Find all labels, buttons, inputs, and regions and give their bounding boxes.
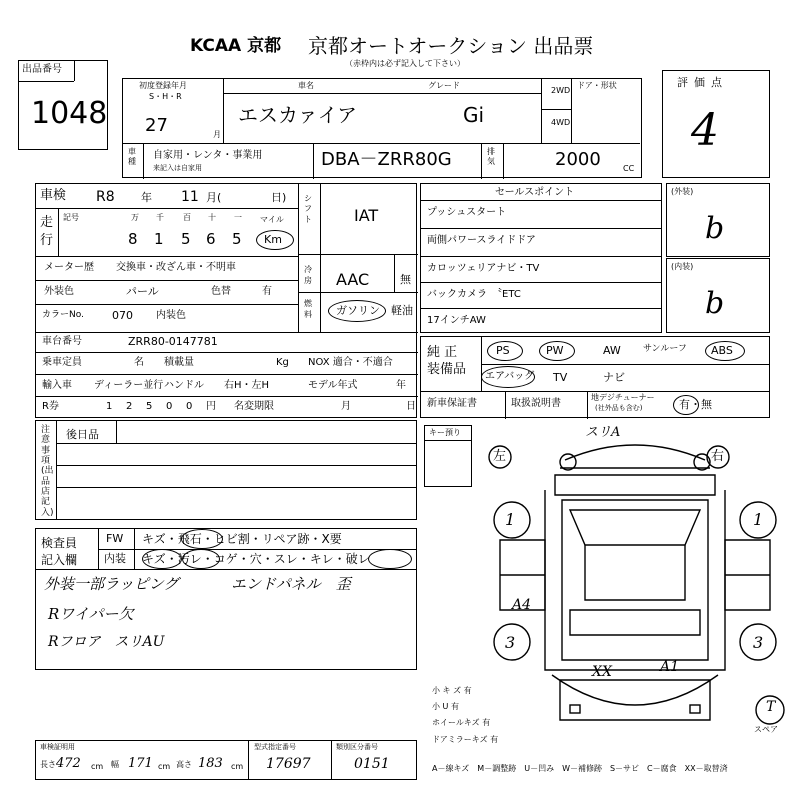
dim-unit: cm — [158, 762, 171, 771]
damage-mark: 1 — [753, 510, 764, 529]
equip-sunroof: サンルーフ — [643, 344, 687, 354]
legend-item: ホイールキズ 有 — [432, 718, 491, 727]
damage-mark: スリA — [585, 425, 621, 440]
inspection-year-unit: 年 — [141, 191, 152, 204]
page-title: 京都オートオークション 出品票 — [308, 34, 594, 58]
width-label: 幅 — [111, 760, 119, 769]
interior-label: 内装 — [104, 552, 126, 565]
digital-tuner: 地デジチューナー — [591, 393, 655, 402]
fuel-label: 燃料 — [304, 299, 312, 320]
stain-circle — [182, 549, 220, 569]
notes-label: 注意事項(出品店記入) — [41, 425, 54, 518]
equip-pw: PW — [546, 344, 564, 357]
recycle-digit: 5 — [146, 401, 153, 412]
mileage-label: 走行 — [40, 215, 54, 249]
shift-value: IAT — [354, 206, 379, 225]
equip-aw: AW — [603, 344, 621, 357]
key-label: キー預り — [429, 428, 461, 437]
mileage-digit: 8 — [128, 230, 138, 248]
load-label: 積載量 — [164, 357, 194, 368]
remark: エンドパネル 歪 — [231, 575, 351, 593]
import-dealer: ディーラー並行 — [94, 380, 164, 391]
unit-hyaku: 百 — [183, 213, 191, 222]
height: 183 — [198, 756, 223, 771]
mileage-unit-label: 記号 — [63, 213, 79, 222]
damage-mark: XX — [592, 664, 612, 680]
repaint-label: 色替 — [211, 286, 231, 297]
recycle-digit: 1 — [106, 401, 113, 412]
equip-ps: PS — [496, 344, 510, 357]
cc-unit: CC — [623, 164, 635, 173]
damage-mark: 3 — [753, 633, 764, 652]
reg-label: 初度登録年月 — [139, 81, 187, 90]
recycle-digit: 0 — [186, 401, 193, 412]
interior-grade-label: (内装) — [671, 262, 694, 271]
mileage-digit: 5 — [181, 230, 191, 248]
later-day-label: 後日品 — [66, 428, 99, 441]
length-label: 長さ — [40, 760, 56, 769]
mileage-digit: 6 — [206, 230, 216, 248]
interior-color-label: 内装色 — [156, 310, 186, 321]
repaint-value: 有 — [262, 286, 272, 297]
rating-label: 評価点 — [677, 76, 728, 89]
nox: NOX 適合・不適合 — [308, 357, 393, 368]
transfer-month: 月 — [341, 401, 351, 412]
usage-note: 来記入は自家用 — [153, 164, 202, 172]
inspection-label: 車検 — [40, 188, 67, 203]
remark: 外装一部ラッピング — [44, 575, 179, 593]
car-name: エスカァイア — [238, 103, 357, 127]
damage-mark: 1 — [505, 510, 516, 529]
drive-4wd: 4WD — [551, 118, 571, 127]
capacity-label: 乗車定員 — [42, 357, 82, 368]
damage-codes-legend: A－線キズ M－調整跡 U－凹み W－補修跡 S－サビ C－腐食 XX－取替済 — [432, 764, 728, 773]
equipment-label: 純 正 装備品 — [427, 345, 467, 377]
type-label: 型式指定番号 — [254, 743, 296, 751]
fuel-diesel: 軽油 — [391, 304, 413, 317]
legend-item: 小 U 有 — [432, 702, 459, 711]
sales-item: バックカメラ 〝ETC — [427, 289, 521, 300]
inspection-month-unit: 月( — [206, 191, 222, 204]
spare-label: スペア — [754, 725, 778, 734]
damage-mark: A4 — [512, 597, 532, 613]
tuner-note: (社外品も含む) — [595, 404, 643, 412]
car-name-label: 車名 — [298, 81, 314, 90]
tear-circle — [368, 549, 412, 569]
door-label: ドア・形状 — [577, 81, 617, 90]
model-code: DBA－ZRR80G — [321, 149, 452, 170]
sales-label: セールスポイント — [495, 187, 575, 198]
transfer-day: 日 — [406, 401, 416, 412]
colorno: 070 — [112, 309, 133, 322]
interior-grade-box — [666, 258, 770, 333]
displacement: 2000 — [555, 149, 601, 170]
damage-mark: A1 — [660, 659, 680, 675]
lot-label: 出品番号 — [22, 64, 62, 75]
dimensions-table — [35, 740, 417, 780]
equip-abs: ABS — [711, 344, 733, 357]
car-diagram — [470, 420, 800, 740]
mileage-digit: 1 — [154, 230, 164, 248]
vehicle-info-table — [122, 78, 642, 178]
model-year-unit: 年 — [396, 380, 406, 391]
recycle-label: R券 — [42, 401, 59, 412]
displacement-label: 排気 — [487, 147, 495, 167]
usage-label: 車種 — [128, 147, 136, 166]
ac-none: 無 — [400, 273, 411, 286]
reg-month-unit: 月 — [213, 130, 221, 139]
load-unit: Kg — [276, 357, 289, 368]
lot-number: 1048 — [31, 96, 108, 131]
mileage-digit: 5 — [232, 230, 242, 248]
unit-ichi: 一 — [234, 213, 242, 222]
capacity-unit: 名 — [134, 357, 144, 368]
mile-unit: マイル — [260, 215, 284, 224]
scratch-circle — [142, 549, 182, 569]
exterior-grade-box — [666, 183, 770, 257]
legend-item: 小 キ ズ 有 — [432, 686, 472, 695]
tuner-yes-no: 有・無 — [679, 398, 712, 411]
dim-unit: cm — [231, 762, 244, 771]
import-label: 輸入車 — [42, 380, 72, 391]
new-warranty: 新車保証書 — [427, 398, 477, 409]
model-year-label: モデル年式 — [308, 380, 358, 391]
height-label: 高さ — [176, 760, 192, 769]
sales-item: プッシュスタート — [427, 207, 507, 218]
interior-grade-value: b — [705, 286, 725, 321]
reg-era: S・H・R — [149, 92, 182, 101]
manual: 取扱説明書 — [511, 398, 561, 409]
logo: KCAA 京都 — [190, 36, 282, 56]
key-box — [424, 425, 472, 487]
type-number: 17697 — [266, 756, 311, 772]
notes-box — [35, 420, 417, 520]
class-label: 類別区分番号 — [336, 743, 378, 751]
recycle-digit: 2 — [126, 401, 133, 412]
inspector-box — [35, 528, 417, 670]
km-unit: Km — [264, 233, 282, 246]
details-table — [35, 183, 417, 418]
inspection-era: R8 — [96, 189, 115, 205]
left-label: 左 — [493, 449, 507, 464]
exterior-grade-label: (外装) — [671, 187, 694, 196]
inspection-month: 11 — [181, 189, 199, 205]
damage-mark: 3 — [505, 633, 516, 652]
color-label: 外装色 — [44, 286, 74, 297]
spare-mark: T — [766, 699, 776, 715]
color-value: パール — [126, 285, 159, 298]
width: 171 — [128, 756, 153, 771]
remark: Rフロア スリAU — [48, 634, 165, 650]
exterior-grade-value: b — [705, 211, 725, 246]
equipment-table — [420, 336, 770, 418]
recycle-yen: 円 — [206, 401, 216, 412]
grade-label: グレード — [428, 81, 460, 90]
ac-label: 冷房 — [304, 265, 312, 286]
recycle-digit: 0 — [166, 401, 173, 412]
equip-navi: ナビ — [603, 371, 625, 384]
usage-options: 自家用・レンタ・事業用 — [153, 150, 263, 161]
inspection-day-unit: 日) — [271, 191, 287, 204]
fuel-gasoline: ガソリン — [336, 304, 380, 317]
legend-item: ドアミラーキズ 有 — [432, 735, 499, 744]
length: 472 — [56, 756, 81, 771]
equip-tv: TV — [553, 371, 568, 384]
sales-item: 17インチAW — [427, 315, 486, 326]
chassis-label: 車台番号 — [42, 336, 82, 347]
remark: Rワイパー欠 — [48, 605, 134, 623]
fw-items: キズ・飛石・ヒビ割・リペア跡・X要 — [142, 532, 342, 546]
class-number: 0151 — [354, 756, 390, 772]
reg-year: 27 — [145, 115, 168, 136]
dimensions-label: 車検証明用 — [40, 743, 75, 751]
colorno-label: カラーNo. — [42, 310, 84, 320]
drive-2wd: 2WD — [551, 86, 571, 95]
shift-label: シフト — [304, 194, 312, 224]
equip-airbag: エアバッグ — [485, 371, 535, 382]
dim-unit: cm — [91, 762, 104, 771]
rating-value: 4 — [691, 105, 719, 156]
meter-options: 交換車・改ざん車・不明車 — [116, 262, 236, 273]
unit-juu: 十 — [208, 213, 216, 222]
handle-label: ハンドル — [164, 380, 204, 391]
header-note: （赤枠内は必ず記入して下さい） — [345, 59, 465, 68]
right-label: 右 — [711, 449, 725, 464]
inspector-label: 検査員 記入欄 — [41, 536, 78, 567]
unit-man: 万 — [131, 213, 139, 222]
sales-item: 両側パワースライドドア — [427, 235, 536, 246]
fw-label: FW — [106, 532, 124, 545]
chassis-number: ZRR80-0147781 — [128, 335, 218, 348]
car-grade: Gi — [463, 103, 485, 127]
rating-box — [662, 70, 770, 178]
ac-value: AAC — [336, 270, 370, 289]
handle-side: 右H・左H — [224, 380, 270, 391]
lot-box — [18, 60, 108, 150]
sales-points — [420, 183, 662, 333]
chip-circle — [181, 529, 223, 549]
interior-items: キズ・汚レ・コゲ・穴・スレ・キレ・破レ — [142, 552, 370, 566]
unit-sen: 千 — [156, 213, 164, 222]
sales-item: カロッツェリアナビ・TV — [427, 263, 540, 274]
meter-label: メーター歴 — [44, 262, 94, 273]
transfer-label: 名変期限 — [234, 401, 274, 412]
